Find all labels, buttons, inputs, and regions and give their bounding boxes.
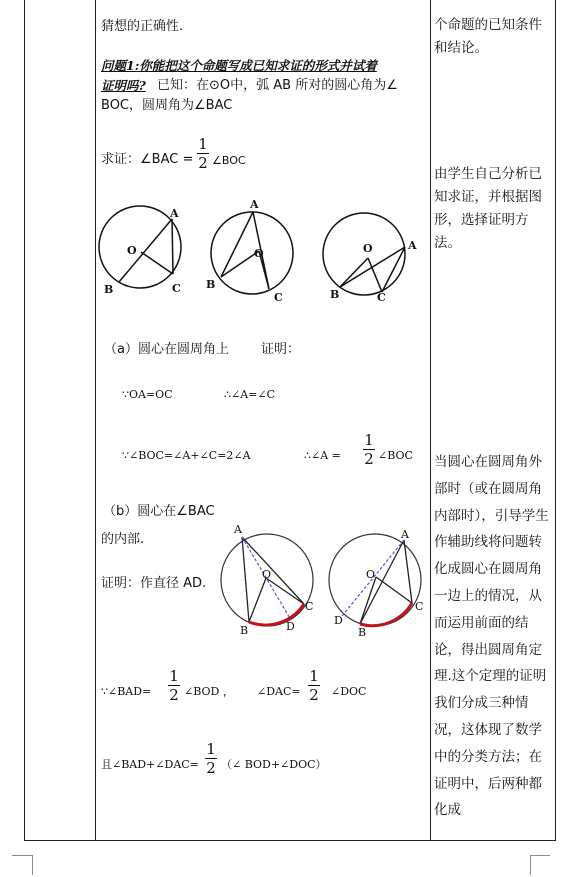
fraction-denominator: 2 bbox=[169, 686, 179, 704]
sum-equation: 且∠BAD+∠DAC= bbox=[101, 758, 199, 771]
fraction-denominator: 2 bbox=[309, 686, 319, 704]
fraction-denominator: 2 bbox=[364, 450, 374, 468]
figures-three-cases bbox=[96, 195, 430, 305]
figures-diameter-construction bbox=[212, 520, 430, 645]
fraction-denominator: 2 bbox=[206, 759, 216, 777]
figure-center-outside bbox=[329, 528, 423, 639]
fraction-numerator: 1 bbox=[169, 667, 179, 685]
label-c: C bbox=[377, 291, 386, 304]
therefore-1: ∴∠A=∠C bbox=[224, 388, 276, 401]
label-a: A bbox=[170, 207, 179, 220]
label-b: B bbox=[240, 624, 249, 637]
label-a: A bbox=[401, 528, 409, 541]
fraction-half bbox=[308, 668, 320, 703]
label-o: O bbox=[262, 568, 272, 581]
table-left-border bbox=[24, 0, 25, 841]
table-col-divider-2 bbox=[430, 0, 431, 841]
bod-angle: ∠BOD ， bbox=[184, 685, 234, 698]
fraction-half bbox=[168, 668, 180, 703]
therefore-2: ∴∠A = bbox=[304, 449, 341, 462]
label-a: A bbox=[250, 198, 259, 211]
label-b: B bbox=[206, 278, 216, 291]
known-statement-cont: BOC，圆周角为∠BAC bbox=[101, 98, 233, 113]
figure-case-b bbox=[206, 198, 293, 304]
crop-mark bbox=[530, 855, 550, 856]
known-statement: 已知：在⊙O中，弧 AB 所对的圆心角为∠ bbox=[157, 78, 398, 93]
figure-case-c bbox=[323, 213, 417, 304]
fraction-numerator: 1 bbox=[206, 740, 216, 758]
label-o: O bbox=[127, 244, 137, 257]
figure-center-inside bbox=[221, 523, 313, 637]
label-o: O bbox=[366, 568, 376, 581]
problem-1-label: 问题1:你能把这个命题写成已知求证的形式并试着 bbox=[101, 58, 377, 73]
label-o: O bbox=[254, 247, 264, 260]
prove-statement-angle: ∠BOC bbox=[212, 154, 246, 167]
bad-equation: ∵∠BAD= bbox=[101, 685, 152, 698]
fraction-half bbox=[363, 432, 375, 467]
label-a: A bbox=[234, 523, 242, 536]
case-b-proof: 证明：作直径 AD. bbox=[101, 576, 207, 591]
fraction-half bbox=[197, 136, 209, 171]
because-1: ∵OA=OC bbox=[122, 388, 173, 401]
teaching-note-2: 由学生自己分析已知求证，并根据图形，选择证明方法。 bbox=[434, 166, 542, 251]
sum-angles: （∠ BOD+∠DOC） bbox=[221, 758, 327, 771]
case-b-title: （b）圆心在∠BAC bbox=[103, 504, 215, 519]
label-d: D bbox=[286, 620, 295, 633]
table-bottom-border bbox=[24, 840, 556, 841]
therefore-2-angle: ∠BOC bbox=[378, 449, 413, 462]
table-col-divider-1 bbox=[95, 0, 96, 841]
dac-equation: ∠DAC= bbox=[257, 685, 301, 698]
label-b: B bbox=[358, 626, 367, 639]
teaching-note-3: 当圆心在圆周角外部时（或在圆周角内部时），引导学生作辅助线将问题转化成圆心在圆周角一边上的情况，从而运用前面的结论，得出圆周角定理.这个定理的证明我们分成三种情况，这体现了数学中的分类方法；在证明中，后两种都化成 bbox=[434, 454, 549, 819]
fraction-numerator: 1 bbox=[198, 135, 208, 153]
fraction-numerator: 1 bbox=[364, 431, 374, 449]
fraction-half bbox=[205, 741, 217, 776]
continuation-text: 猜想的正确性. bbox=[101, 19, 184, 34]
fraction-denominator: 2 bbox=[198, 154, 208, 172]
figure-case-a bbox=[99, 206, 181, 296]
because-2: ∵∠BOC=∠A+∠C=2∠A bbox=[122, 449, 251, 462]
label-c: C bbox=[274, 291, 283, 304]
problem-1-label-cont: 证明吗? bbox=[101, 78, 146, 93]
label-b: B bbox=[104, 283, 114, 296]
fraction-numerator: 1 bbox=[309, 667, 319, 685]
label-o: O bbox=[363, 242, 373, 255]
table-right-border bbox=[555, 0, 556, 841]
crop-mark bbox=[530, 855, 531, 875]
label-c: C bbox=[415, 600, 424, 613]
crop-mark bbox=[12, 855, 32, 856]
prove-statement: 求证：∠BAC = bbox=[101, 152, 194, 167]
label-d: D bbox=[334, 614, 343, 627]
crop-mark bbox=[32, 855, 33, 875]
teaching-note-1: 个命题的已知条件和结论。 bbox=[434, 17, 542, 56]
doc-angle: ∠DOC bbox=[331, 685, 367, 698]
label-b: B bbox=[330, 288, 340, 301]
case-a-proof-label: 证明： bbox=[261, 342, 301, 357]
label-a: A bbox=[408, 239, 417, 252]
label-c: C bbox=[305, 600, 314, 613]
case-b-title-cont: 的内部. bbox=[101, 532, 145, 547]
label-c: C bbox=[172, 282, 181, 295]
case-a-title: （a）圆心在圆周角上 bbox=[104, 342, 229, 357]
